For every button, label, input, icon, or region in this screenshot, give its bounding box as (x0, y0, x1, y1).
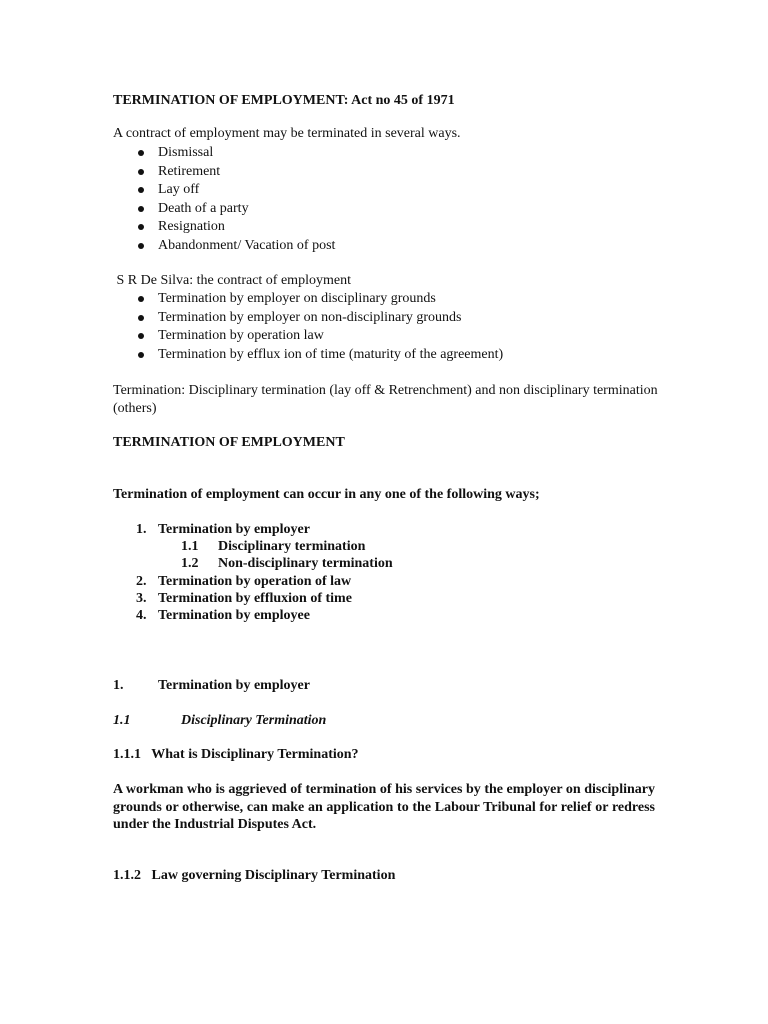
bullet-icon (138, 243, 144, 249)
section-heading: TERMINATION OF EMPLOYMENT (113, 435, 345, 450)
heading-1-1-2: 1.1.2 Law governing Disciplinary Termination (113, 868, 396, 883)
ways-heading: Termination of employment can occur in any one of the following ways; (113, 487, 540, 502)
bullet-icon (138, 206, 144, 212)
bullet-icon (138, 352, 144, 358)
paragraph-1-1-1: A workman who is aggrieved of termination of his services by the employer on disciplinary grounds or otherwise, can make an application to the Labour Tribunal for relief or redress under the Industrial Disputes Act. (113, 782, 655, 832)
bullet-icon (138, 224, 144, 230)
bullet-icon (138, 150, 144, 156)
bullet-icon (138, 169, 144, 175)
heading-1-1-1: 1.1.1 What is Disciplinary Termination? (113, 747, 359, 762)
bullet-icon (138, 187, 144, 193)
bullet-icon (138, 315, 144, 321)
termination-note: Termination: Disciplinary termination (lay off & Retrenchment) and non disciplinary termination (others) (113, 383, 658, 416)
bullet-icon (138, 296, 144, 302)
intro-text: A contract of employment may be terminated in several ways. (113, 126, 461, 141)
document-title: TERMINATION OF EMPLOYMENT: Act no 45 of 1971 (113, 93, 455, 108)
de-silva-intro: S R De Silva: the contract of employment (113, 273, 351, 288)
bullet-icon (138, 333, 144, 339)
document-page: TERMINATION OF EMPLOYMENT: Act no 45 of 1971 A contract of employment may be terminated in several ways. Dismissal Retirement Lay off Death of a party Resignation Abandonment/ Vacation of post S R De Silva: the contract of employment Termination by employer on disciplinary grounds Termination by employer on non-disciplinary grounds Termination by operation law Termination by efflux ion of time (maturity of the agreement) Termination: Disciplinary termination (lay off & Retrenchment) and non disciplinary termination (others) TERMINATION OF EMPLOYMENT Termination of employment can occur in any one of the following ways; 1. Termination by employer 1.1 Disciplinary termination 1.2 Non-disciplinary termination 2. Termination by operation of law 3. Termination by effluxion of time 4. Termination by employee 1. Termination by employer 1.1 Disciplinary Termination 1.1.1 What is Disciplinary Termination? A workman who is aggrieved of termination of his services by the employer on disciplinary grounds or otherwise, can make an application to the Labour Tribunal for relief or redress under the Industrial Disputes Act. 1.1.2 Law governing Disciplinary Termination (0, 0, 768, 1024)
